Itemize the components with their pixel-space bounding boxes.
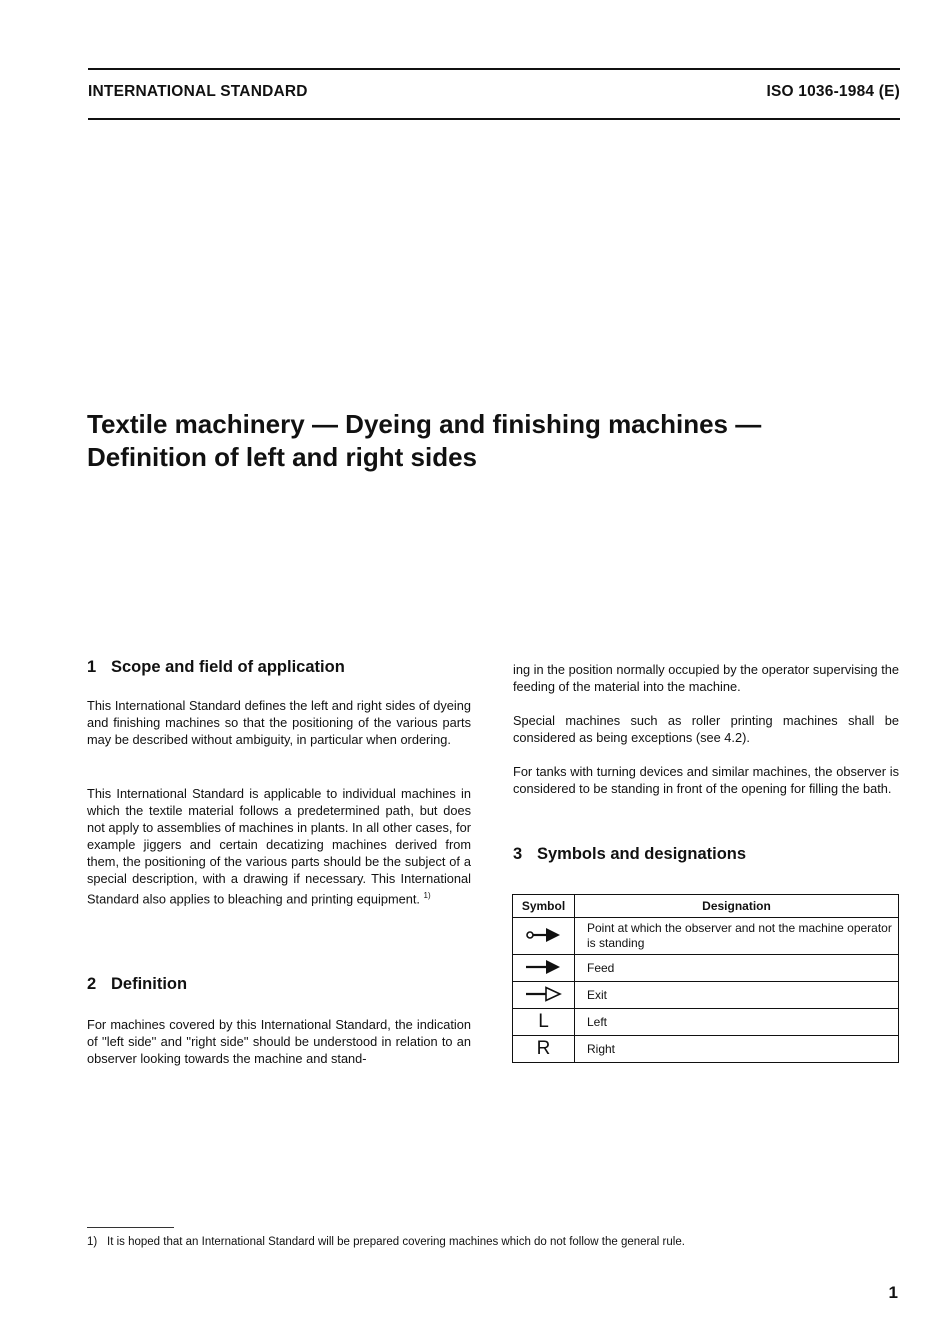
symbol-column-header: Symbol [513,895,575,918]
section-2-paragraph-2: Special machines such as roller printing machines shall be considered as being exceptions (see 4.2). [513,713,899,745]
section-2-title: Definition [111,975,188,993]
right-symbol: R [513,1036,575,1063]
left-symbol: L [513,1009,575,1036]
footnote-marker: 1) [87,1236,98,1248]
header-top-rule [88,68,900,70]
header-document-id: ISO 1036-1984 (E) [766,83,900,100]
section-1-title: Scope and field of application [111,658,345,676]
footnote-text: It is hoped that an International Standard will be prepared covering machines which do not follow the general rule. [107,1236,685,1248]
page-number: 1 [888,1283,898,1302]
section-2-number: 2 [87,975,97,993]
section-2-paragraph-1: For machines covered by this International Standard, the indication of ''left side'' and ''right side'' should be understood in relation to an observer looking towards the machine and stand- [87,1017,471,1066]
section-2-paragraph-1-continued: ing in the position normally occupied by the operator supervising the feeding of the material into the machine. [513,662,899,694]
section-2-paragraph-3: For tanks with turning devices and similar machines, the observer is considered to be standing in front of the opening for filling the bath. [513,764,899,796]
designation-cell: Feed [575,955,899,982]
section-2-heading [87,975,471,994]
section-3-number: 3 [513,845,523,863]
designation-cell: Left [575,1009,899,1036]
table-row [513,982,899,1009]
exit-arrow-icon [513,982,575,1009]
designation-cell: Right [575,1036,899,1063]
footnote [87,1236,685,1248]
section-1-number: 1 [87,658,97,676]
section-1-paragraph-2 [87,785,471,907]
designation-cell: Point at which the observer and not the machine operator is standing [575,918,899,955]
title-line-1: Textile machinery — Dyeing and finishing machines — [87,409,762,439]
designation-cell: Exit [575,982,899,1009]
footnote-reference: 1) [423,891,431,900]
section-3-title: Symbols and designations [537,845,747,863]
section-3-heading [513,845,899,864]
section-1-paragraph-1: This International Standard defines the left and right sides of dyeing and finishing machines so that the positioning of the various parts may be described without ambiguity, in particular when ordering. [87,698,471,747]
table-row [513,1009,899,1036]
title-line-2: Definition of left and right sides [87,442,477,472]
document-title [87,408,761,474]
table-row [513,1036,899,1063]
table-row [513,918,899,955]
section-1-heading [87,658,471,677]
observer-arrow-icon [513,918,575,955]
feed-arrow-icon [513,955,575,982]
section-1-paragraph-2-text: This International Standard is applicable to individual machines in which the textile material follows a predetermined path, but does not apply to assemblies of machines in plants. In all other cases, for example jiggers and certain decatizing machines derived from them, the positioning of the various parts should be the subject of a special description, with a drawing if necessary. This International Standard also applies to bleaching and printing equipment. [87,786,471,907]
table-row [513,955,899,982]
symbols-table [512,894,899,1063]
header-bottom-rule [88,118,900,120]
table-header-row [513,895,899,918]
designation-column-header: Designation [575,895,899,918]
footnote-separator [87,1227,174,1228]
header-standard-label: INTERNATIONAL STANDARD [88,83,308,100]
